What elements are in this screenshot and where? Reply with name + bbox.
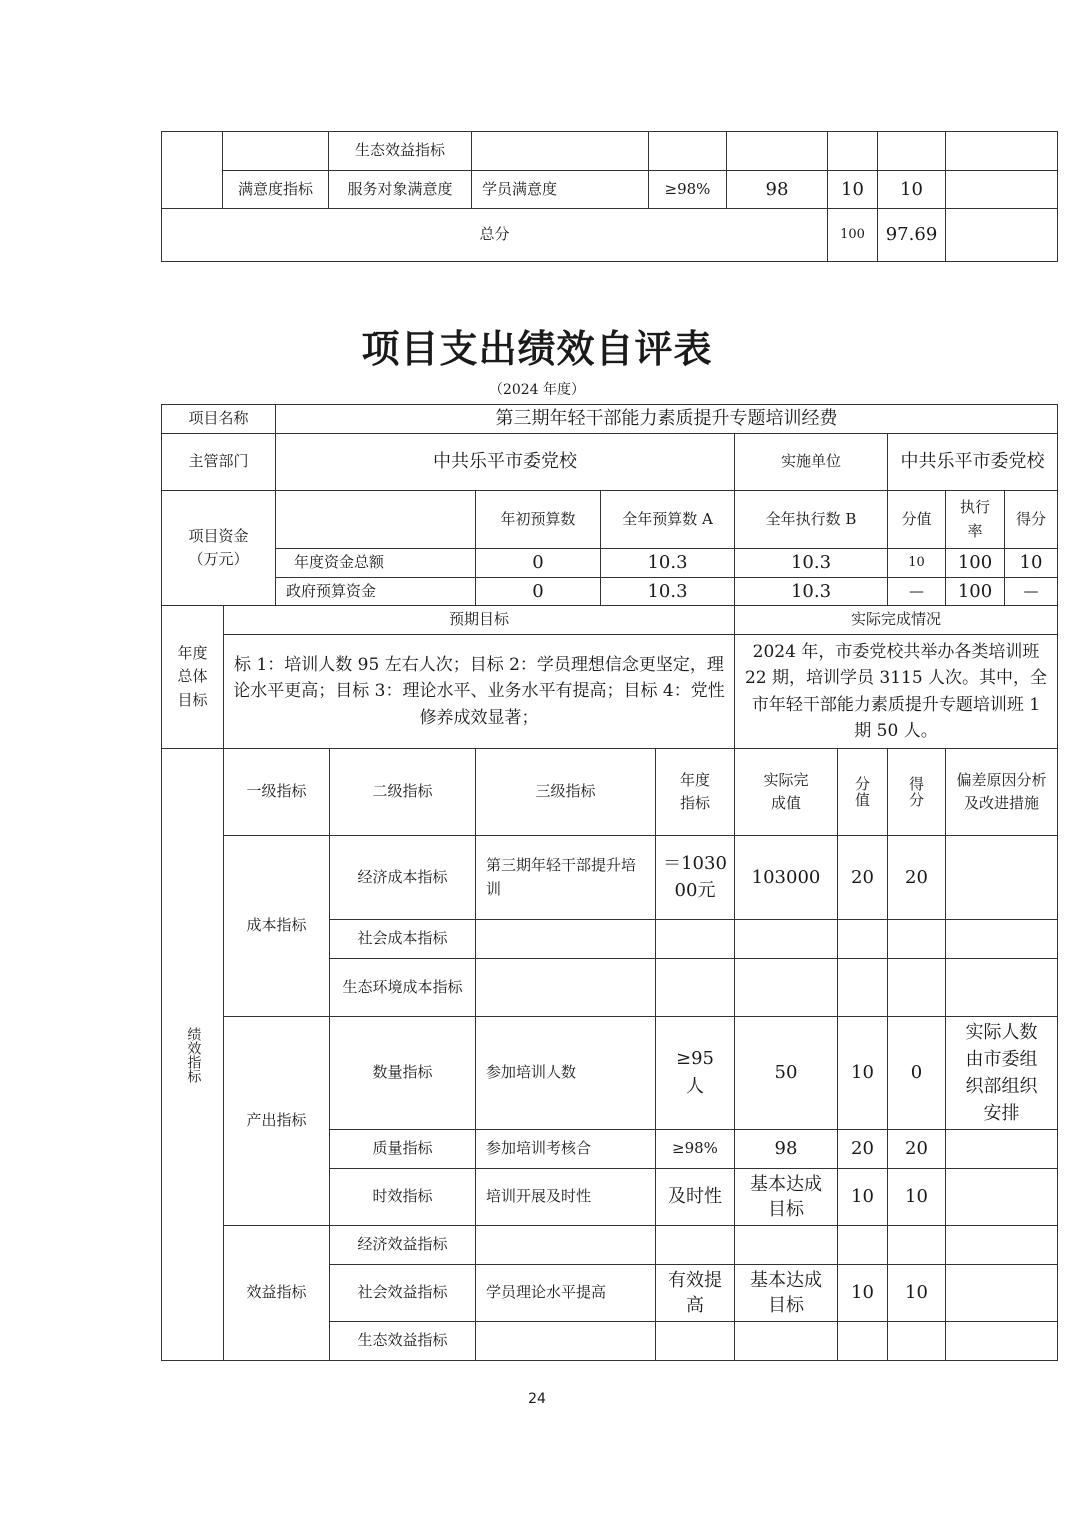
perf-score — [887, 1225, 946, 1265]
perf-level3: 参加培训人数 — [475, 1016, 656, 1130]
perf-header-weight: 分值 — [837, 748, 888, 836]
perf-target: ≥95人 — [655, 1016, 735, 1130]
perf-weight — [837, 1225, 888, 1265]
perf-note — [945, 919, 1058, 959]
perf-target — [655, 919, 735, 959]
funds-row-rate: 100 — [945, 548, 1005, 578]
perf-target: 及时性 — [655, 1168, 735, 1226]
cell-level2: 生态效益指标 — [328, 131, 472, 171]
perf-header-level2: 二级指标 — [329, 748, 476, 836]
perf-label-text: 绩效指标 — [185, 1026, 202, 1083]
funds-row-weight: 10 — [887, 548, 946, 578]
perf-score — [887, 1321, 946, 1361]
cell-empty — [161, 131, 223, 209]
funds-col-initial: 年初预算数 — [475, 490, 601, 549]
cell-empty — [471, 131, 649, 171]
goals-actual: 2024 年，市委党校共举办各类培训班 22 期，培训学员 3115 人次。其中，全市年轻干部能力素质提升专题培训班 1 期 50 人。 — [734, 634, 1058, 749]
perf-level3 — [475, 919, 656, 959]
goals-label: 年度总体目标 — [161, 605, 224, 749]
perf-target: ≥98% — [655, 1129, 735, 1169]
perf-score — [887, 919, 946, 959]
perf-level3 — [475, 1225, 656, 1265]
perf-actual: 50 — [734, 1016, 838, 1130]
goals-actual-label: 实际完成情况 — [734, 605, 1058, 635]
perf-level3 — [475, 1321, 656, 1361]
funds-row-weight: — — [887, 577, 946, 606]
perf-actual: 基本达成目标 — [734, 1264, 838, 1322]
perf-target — [655, 1225, 735, 1265]
perf-level3: 参加培训考核合 — [475, 1129, 656, 1169]
cell-level1: 满意度指标 — [222, 170, 329, 209]
funds-row-initial: 0 — [475, 577, 601, 606]
dept-value: 中共乐平市委党校 — [275, 433, 735, 491]
goals-expected-label: 预期目标 — [223, 605, 735, 635]
perf-score — [887, 958, 946, 1017]
perf-level2: 经济成本指标 — [329, 835, 476, 920]
perf-weight: 10 — [837, 1016, 888, 1130]
cell-empty — [945, 208, 1058, 262]
funds-col-score: 得分 — [1004, 490, 1058, 549]
cell-note — [945, 170, 1058, 209]
project-name: 第三期年轻干部能力素质提升专题培训经费 — [275, 404, 1058, 434]
funds-row-score: 10 — [1004, 548, 1058, 578]
perf-target — [655, 958, 735, 1017]
perf-weight — [837, 958, 888, 1017]
funds-row-annual: 10.3 — [600, 577, 735, 606]
funds-label: 项目资金（万元） — [161, 490, 276, 606]
perf-level2: 社会效益指标 — [329, 1264, 476, 1322]
perf-note: 实际人数由市委组织部组织安排 — [945, 1016, 1058, 1130]
impl-label: 实施单位 — [734, 433, 888, 491]
cell-empty — [726, 131, 828, 171]
cell-empty — [877, 131, 946, 171]
perf-target — [655, 1321, 735, 1361]
perf-level2: 时效指标 — [329, 1168, 476, 1226]
funds-row-annual: 10.3 — [600, 548, 735, 578]
perf-weight: 20 — [837, 835, 888, 920]
perf-level1: 成本指标 — [223, 835, 330, 1017]
perf-actual: 98 — [734, 1129, 838, 1169]
impl-value: 中共乐平市委党校 — [887, 433, 1058, 491]
perf-target: 有效提高 — [655, 1264, 735, 1322]
project-name-label: 项目名称 — [161, 404, 276, 434]
dept-label: 主管部门 — [161, 433, 276, 491]
perf-note — [945, 1225, 1058, 1265]
cell-level2: 服务对象满意度 — [328, 170, 472, 209]
cell-empty — [275, 490, 476, 549]
perf-level2: 经济效益指标 — [329, 1225, 476, 1265]
perf-actual — [734, 1225, 838, 1265]
perf-level3: 培训开展及时性 — [475, 1168, 656, 1226]
perf-level3: 第三期年轻干部提升培训 — [475, 835, 656, 920]
perf-note — [945, 835, 1058, 920]
perf-note — [945, 1168, 1058, 1226]
perf-note — [945, 958, 1058, 1017]
total-weight: 100 — [827, 208, 878, 262]
perf-header-actual: 实际完成值 — [734, 748, 838, 836]
cell-empty — [827, 131, 878, 171]
perf-score: 10 — [887, 1264, 946, 1322]
perf-level2: 生态环境成本指标 — [329, 958, 476, 1017]
page-number: 24 — [528, 1391, 546, 1407]
total-label: 总分 — [161, 208, 828, 262]
perf-level2: 社会成本指标 — [329, 919, 476, 959]
cell-empty — [945, 131, 1058, 171]
cell-weight: 10 — [827, 170, 878, 209]
funds-col-rate: 执行率 — [945, 490, 1005, 549]
perf-actual — [734, 919, 838, 959]
perf-actual: 103000 — [734, 835, 838, 920]
cell-level3: 学员满意度 — [471, 170, 649, 209]
funds-col-executed: 全年执行数 B — [734, 490, 888, 549]
funds-col-weight: 分值 — [887, 490, 946, 549]
perf-header-note: 偏差原因分析及改进措施 — [945, 748, 1058, 836]
perf-level3: 学员理论水平提高 — [475, 1264, 656, 1322]
perf-score: 0 — [887, 1016, 946, 1130]
perf-level2: 生态效益指标 — [329, 1321, 476, 1361]
perf-level1: 效益指标 — [223, 1225, 330, 1361]
perf-level2: 数量指标 — [329, 1016, 476, 1130]
cell-target: ≥98% — [648, 170, 727, 209]
perf-header-level3: 三级指标 — [475, 748, 656, 836]
perf-header-score: 得分 — [887, 748, 946, 836]
page-subtitle: （2024 年度） — [488, 382, 586, 398]
perf-level2: 质量指标 — [329, 1129, 476, 1169]
funds-row-rate: 100 — [945, 577, 1005, 606]
perf-target: ＝103000元 — [655, 835, 735, 920]
perf-actual — [734, 958, 838, 1017]
page-title: 项目支出绩效自评表 — [361, 327, 713, 371]
funds-row-name: 年度资金总额 — [275, 548, 476, 578]
perf-weight: 10 — [837, 1168, 888, 1226]
cell-actual: 98 — [726, 170, 828, 209]
funds-row-executed: 10.3 — [734, 577, 888, 606]
perf-score: 20 — [887, 1129, 946, 1169]
perf-label — [161, 748, 224, 1361]
funds-row-name: 政府预算资金 — [275, 577, 476, 606]
perf-score: 10 — [887, 1168, 946, 1226]
perf-level3 — [475, 958, 656, 1017]
goals-expected: 标 1：培训人数 95 左右人次；目标 2：学员理想信念更坚定，理论水平更高；目标 3：理论水平、业务水平有提高；目标 4：党性修养成效显著； — [223, 634, 735, 749]
cell-empty — [648, 131, 727, 171]
perf-actual: 基本达成目标 — [734, 1168, 838, 1226]
perf-header-target: 年度指标 — [655, 748, 735, 836]
funds-row-initial: 0 — [475, 548, 601, 578]
perf-note — [945, 1129, 1058, 1169]
perf-weight — [837, 1321, 888, 1361]
funds-row-executed: 10.3 — [734, 548, 888, 578]
cell-empty — [222, 131, 329, 171]
funds-col-annual: 全年预算数 A — [600, 490, 735, 549]
funds-row-score: — — [1004, 577, 1058, 606]
cell-score: 10 — [877, 170, 946, 209]
perf-actual — [734, 1321, 838, 1361]
perf-header-level1: 一级指标 — [223, 748, 330, 836]
perf-weight: 10 — [837, 1264, 888, 1322]
perf-note — [945, 1321, 1058, 1361]
perf-weight: 20 — [837, 1129, 888, 1169]
perf-score: 20 — [887, 835, 946, 920]
perf-note — [945, 1264, 1058, 1322]
perf-weight — [837, 919, 888, 959]
perf-level1: 产出指标 — [223, 1016, 330, 1226]
total-score: 97.69 — [877, 208, 946, 262]
